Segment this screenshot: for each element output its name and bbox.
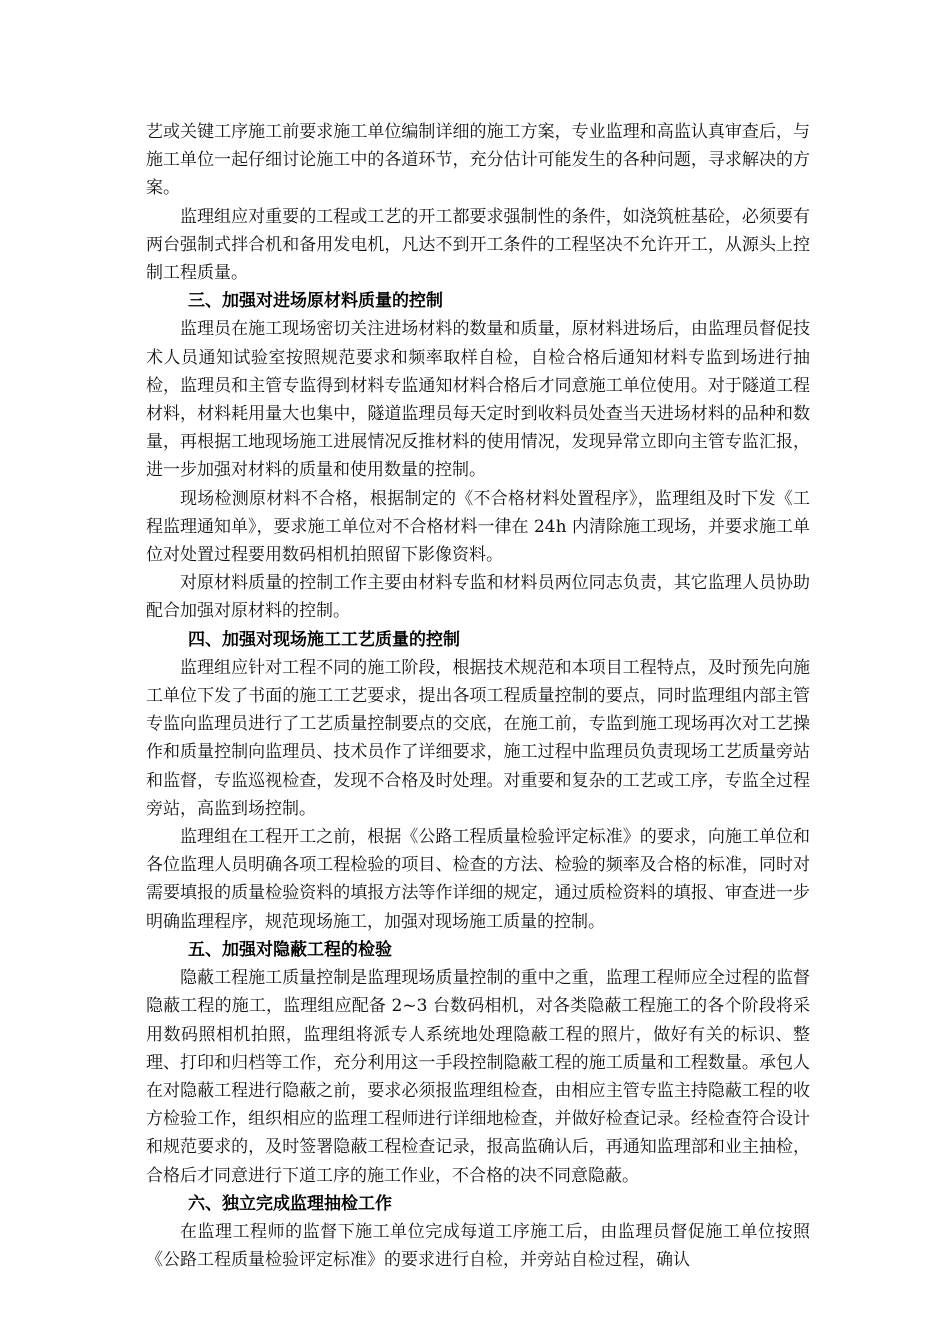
paragraph: 在监理工程师的监督下施工单位完成每道工序施工后，由监理员督促施工单位按照《公路工程质量检验评定标准》的要求进行自检，并旁站自检过程，确认	[146, 1221, 810, 1271]
section-heading: 三、加强对进场原材料质量的控制	[188, 291, 443, 312]
paragraph: 监理组应针对工程不同的施工阶段，根据技术规范和本项目工程特点，及时预先向施工单位下发了书面的施工工艺要求，提出各项工程质量控制的要点，同时监理组内部主管专监向监理员进行了工艺质量控制要点的交底，在施工前，专监到施工现场再次对工艺操作和质量控制向监理员、技术员作了详细要求，施工过程中监理员负责现场工艺质量旁站和监督，专监巡视检查，发现不合格及时处理。对重要和复杂的工艺或工序，专监全过程旁站，高监到场控制。	[146, 657, 810, 819]
paragraph: 现场检测原材料不合格，根据制定的《不合格材料处置程序》，监理组及时下发《工程监理通知单》，要求施工单位对不合格材料一律在 24h 内清除施工现场，并要求施工单位对处置过程要用数码相机拍照留下影像资料。	[146, 488, 810, 566]
section-heading: 四、加强对现场施工工艺质量的控制	[188, 629, 460, 650]
document-body	[146, 118, 810, 1274]
paragraph: 对原材料质量的控制工作主要由材料专监和材料员两位同志负责，其它监理人员协助配合加强对原材料的控制。	[146, 573, 810, 622]
paragraph: 艺或关键工序施工前要求施工单位编制详细的施工方案，专业监理和高监认真审查后，与施工单位一起仔细讨论施工中的各道环节，充分估计可能发生的各种问题，寻求解决的方案。	[146, 122, 810, 199]
paragraph: 隐蔽工程施工质量控制是监理现场质量控制的重中之重，监理工程师应全过程的监督隐蔽工程的施工，监理组应配备 2~3 台数码相机，对各类隐蔽工程施工的各个阶段将采用数码照相机拍照，监理组将派专人系统地处理隐蔽工程的照片，做好有关的标识、整理、打印和归档等工作，充分利用这一手段控制隐蔽工程的施工质量和工程数量。承包人在对隐蔽工程进行隐蔽之前，要求必须报监理组检查，由相应主管专监主持隐蔽工程的收方检验工作，组织相应的监理工程师进行详细地检查，并做好检查记录。经检查符合设计和规范要求的，及时签署隐蔽工程检查记录，报高监确认后，再通知监理部和业主抽检，合格后才同意进行下道工序的施工作业，不合格的决不同意隐蔽。	[146, 968, 810, 1186]
section-heading: 六、独立完成监理抽检工作	[188, 1193, 392, 1214]
paragraph: 监理组在工程开工之前，根据《公路工程质量检验评定标准》的要求，向施工单位和各位监理人员明确各项工程检验的项目、检查的方法、检验的频率及合格的标准，同时对需要填报的质量检验资料的填报方法等作详细的规定，通过质检资料的填报、审查进一步明确监理程序，规范现场施工，加强对现场施工质量的控制。	[146, 827, 810, 932]
paragraph: 监理组应对重要的工程或工艺的开工都要求强制性的条件，如浇筑桩基砼，必须要有两台强制式拌合机和备用发电机，凡达不到开工条件的工程坚决不允许开工，从源头上控制工程质量。	[146, 206, 810, 284]
section-heading: 五、加强对隐蔽工程的检验	[188, 939, 392, 960]
paragraph: 监理员在施工现场密切关注进场材料的数量和质量，原材料进场后，由监理员督促技术人员通知试验室按照规范要求和频率取样自检，自检合格后通知材料专监到场进行抽检，监理员和主管专监得到材料专监通知材料合格后才同意施工单位使用。对于隧道工程材料，材料耗用量大也集中，隧道监理员每天定时到收料员处查当天进场材料的品种和数量，再根据工地现场施工进展情况反推材料的使用情况，发现异常立即向主管专监汇报，进一步加强对材料的质量和使用数量的控制。	[146, 319, 810, 481]
